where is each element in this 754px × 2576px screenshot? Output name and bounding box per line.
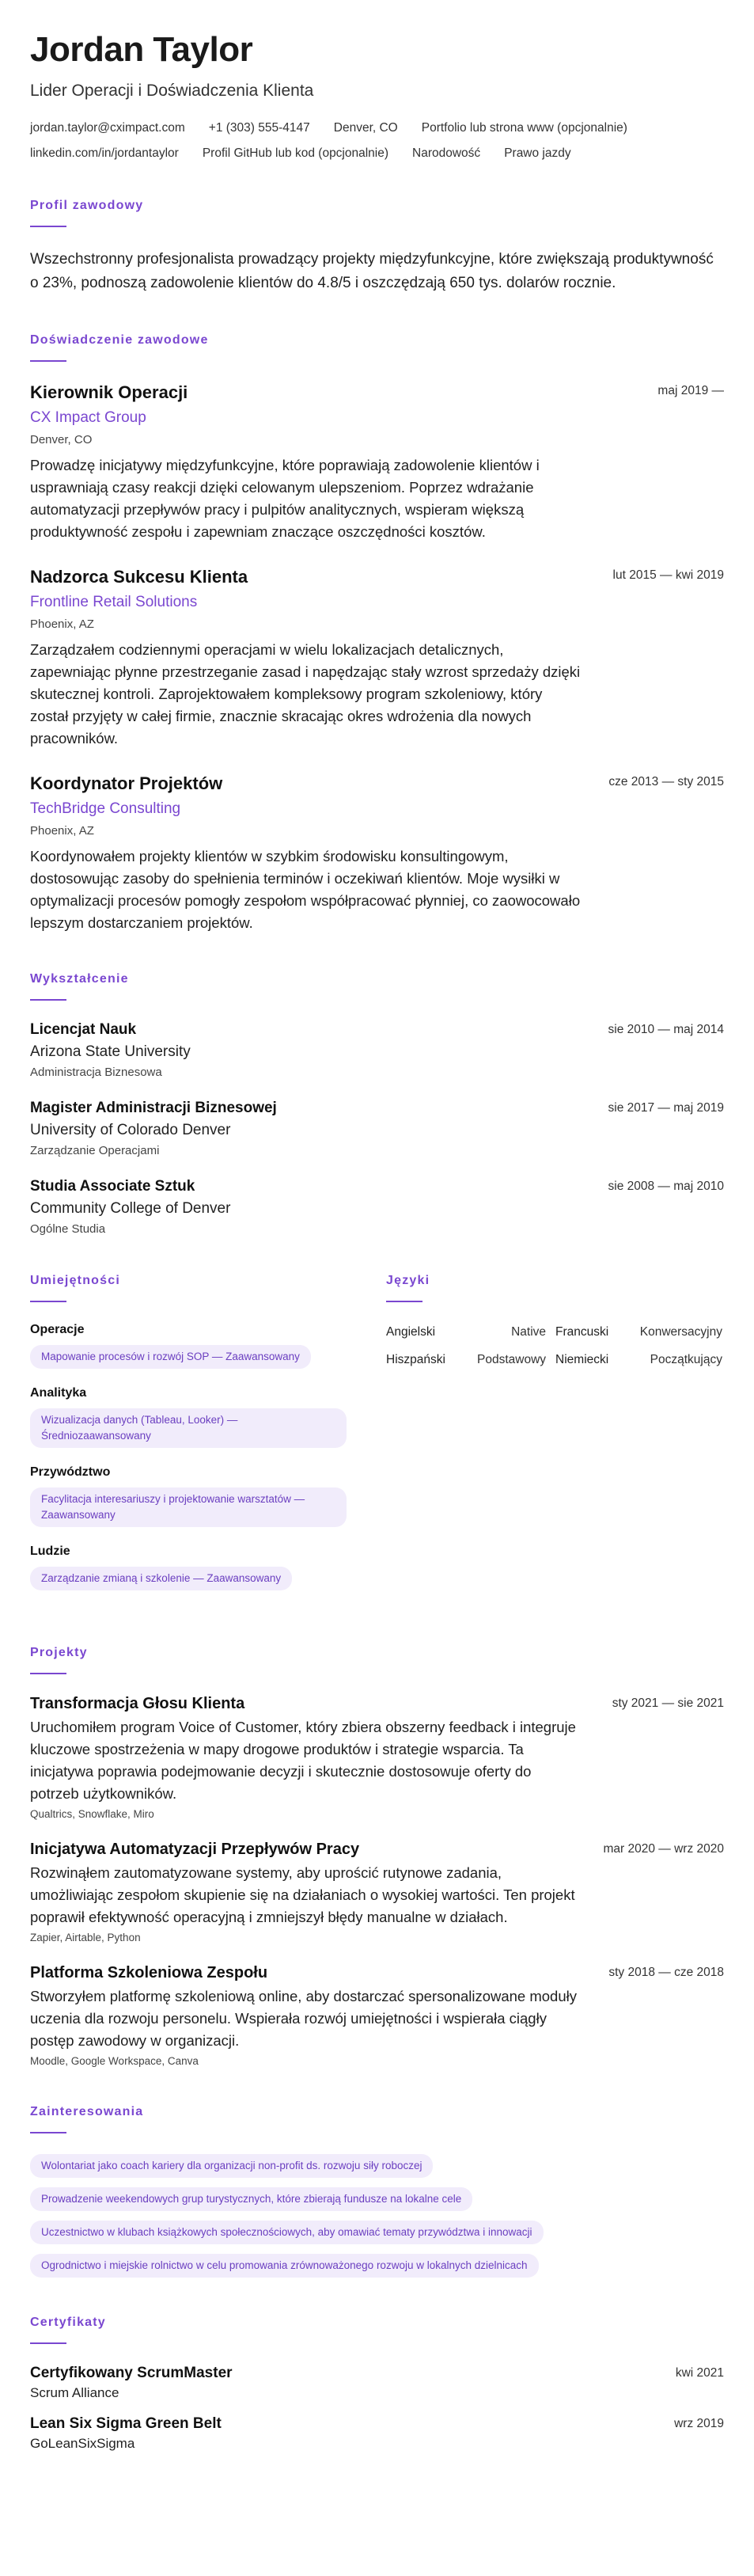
- job-company: TechBridge Consulting: [30, 800, 181, 817]
- project-technologies: Moodle, Google Workspace, Canva: [30, 2054, 199, 2067]
- contact-list: [30, 121, 726, 161]
- section-divider: [30, 360, 66, 362]
- language-level: Native: [511, 1324, 547, 1339]
- profile-summary: Wszechstronny profesjonalista prowadzący projekty międzyfunkcyjne, które zwiększają produktywność o 23%, podnoszą zadowolenie klientów do 4.8/5 i oszczędzają 650 tys. dolarów rocznie.: [30, 250, 714, 291]
- edu-school: Community College of Denver: [30, 1199, 231, 1217]
- edu-degree: Studia Associate Sztuk: [30, 1177, 195, 1195]
- section-heading: Projekty: [30, 1645, 88, 1659]
- job-description: Zarządzałem codziennymi operacjami w wielu lokalizacjach detalicznych, zapewniając płynne przestrzeganie zasad i napędzając stały wzrost sprzedaży dzięki skutecznej kontroli. Zaprojektowałem kompleksowy program szkoleniowy, który został przyjęty w całej firmie, znacznie skracając okres wdrożenia dla nowych pracowników.: [30, 640, 581, 747]
- section-heading: Profil zawodowy: [30, 198, 144, 212]
- profile-section: [30, 199, 724, 295]
- job-description: Koordynowałem projekty klientów w szybkim środowisku konsultingowym, dostosowując zasoby do spełnienia terminów i oczekiwań klientów. Moje wysiłki w optymalizacji procesów pomogły zespołom współpracować płynniej, co zaowocowało lepszym dostarczaniem projektów.: [30, 847, 581, 931]
- projects-section: [30, 1646, 724, 2067]
- project-technologies: Qualtrics, Snowflake, Miro: [30, 1807, 154, 1820]
- certifications-section: [30, 2316, 724, 2452]
- resume-header: [30, 30, 724, 161]
- skill-pill: Wizualizacja danych (Tableau, Looker) — Średniozaawansowany: [30, 1408, 347, 1448]
- interest-pill: Ogrodnictwo i miejskie rolnictwo w celu promowania zrównoważonego rozwoju w lokalnych dzielnicach: [30, 2254, 539, 2278]
- contact-github[interactable]: Profil GitHub lub kod (opcjonalnie): [202, 146, 389, 160]
- project-item: [30, 1841, 724, 1943]
- education-item: [30, 1021, 724, 1079]
- skills-column: [30, 1274, 354, 1608]
- interest-pill: Prowadzenie weekendowych grup turystycznych, które zbierają fundusze na lokalne cele: [30, 2187, 472, 2211]
- language-name: Francuski: [555, 1324, 609, 1339]
- section-heading: Wykształcenie: [30, 971, 129, 986]
- project-title: Platforma Szkoleniowa Zespołu: [30, 1963, 268, 1981]
- edu-school: University of Colorado Denver: [30, 1121, 231, 1138]
- experience-item: [30, 773, 724, 934]
- cert-date: kwi 2021: [675, 2365, 724, 2380]
- section-divider: [30, 2342, 66, 2344]
- project-dates: mar 2020 — wrz 2020: [603, 1841, 724, 1856]
- job-company: Frontline Retail Solutions: [30, 593, 198, 610]
- contact-phone[interactable]: +1 (303) 555-4147: [208, 120, 310, 135]
- edu-school: Arizona State University: [30, 1043, 191, 1060]
- section-divider: [30, 226, 66, 227]
- section-divider: [30, 1301, 66, 1302]
- interest-pill: Wolontariat jako coach kariery dla organizacji non-profit ds. rozwoju siły roboczej: [30, 2154, 433, 2178]
- education-item: [30, 1100, 724, 1157]
- project-description: Uruchomiłem program Voice of Customer, który zbiera obszerny feedback i integruje kluczowe spostrzeżenia w mapy drogowe produktów i strategie wsparcia. Ta inicjatywa poprawia podejmowanie decyzji i skutecznie dostosowuje oferty do potrzeb użytkowników.: [30, 1718, 576, 1802]
- section-divider: [386, 1301, 422, 1302]
- skill-pill: Mapowanie procesów i rozwój SOP — Zaawansowany: [30, 1345, 311, 1369]
- section-divider: [30, 2132, 66, 2133]
- education-item: [30, 1178, 724, 1236]
- experience-item: [30, 567, 724, 750]
- experience-item: [30, 382, 724, 543]
- job-dates: lut 2015 — kwi 2019: [612, 568, 724, 582]
- edu-dates: sie 2010 — maj 2014: [608, 1022, 724, 1036]
- education-section: [30, 972, 724, 1236]
- project-title: Transformacja Głosu Klienta: [30, 1694, 245, 1712]
- language-row: [386, 1351, 722, 1378]
- edu-field: Zarządzanie Operacjami: [30, 1143, 160, 1157]
- certification-item: [30, 2365, 724, 2401]
- edu-field: Ogólne Studia: [30, 1222, 106, 1236]
- job-location: Phoenix, AZ: [30, 617, 94, 631]
- skills-languages-section: [30, 1274, 724, 1608]
- edu-dates: sie 2008 — maj 2010: [608, 1179, 724, 1193]
- contact-linkedin[interactable]: linkedin.com/in/jordantaylor: [30, 146, 179, 160]
- job-dates: maj 2019 —: [657, 383, 724, 397]
- language-level: Podstawowy: [477, 1352, 547, 1366]
- job-title: Kierownik Operacji: [30, 382, 188, 402]
- experience-section: [30, 333, 724, 934]
- languages-column: [386, 1274, 722, 1608]
- project-technologies: Zapier, Airtable, Python: [30, 1931, 141, 1943]
- language-level: Początkujący: [650, 1352, 722, 1366]
- cert-name: Lean Six Sigma Green Belt: [30, 2415, 222, 2432]
- interest-pill: Uczestnictwo w klubach książkowych społecznościowych, aby omawiać tematy przywództwa i innowacji: [30, 2221, 544, 2244]
- edu-dates: sie 2017 — maj 2019: [608, 1100, 724, 1115]
- candidate-title: Lider Operacji i Doświadczenia Klienta: [30, 81, 314, 100]
- skill-category: Operacje: [30, 1322, 85, 1336]
- contact-email[interactable]: jordan.taylor@cximpact.com: [30, 120, 185, 135]
- job-company: CX Impact Group: [30, 408, 146, 426]
- project-item: [30, 1964, 724, 2067]
- job-location: Denver, CO: [30, 432, 93, 446]
- project-dates: sty 2018 — cze 2018: [608, 1965, 724, 1979]
- project-title: Inicjatywa Automatyzacji Przepływów Pracy: [30, 1840, 360, 1858]
- cert-issuer: GoLeanSixSigma: [30, 2435, 135, 2451]
- contact-portfolio[interactable]: Portfolio lub strona www (opcjonalnie): [421, 120, 627, 135]
- section-heading: Zainteresowania: [30, 2104, 144, 2118]
- job-title: Nadzorca Sukcesu Klienta: [30, 566, 248, 587]
- edu-field: Administracja Biznesowa: [30, 1065, 162, 1079]
- section-heading: Umiejętności: [30, 1273, 120, 1287]
- skill-pill: Facylitacja interesariuszy i projektowanie warsztatów — Zaawansowany: [30, 1487, 347, 1527]
- job-description: Prowadzę inicjatywy międzyfunkcyjne, które poprawiają zadowolenie klientów i usprawniają czasy reakcji dzięki celowanym ulepszeniom. Poprzez wdrażanie automatyzacji przepływów pracy i pulpitów analitycznych, wspieram większą produktywność zespołu i zapewniam znaczące oszczędności kosztów.: [30, 456, 540, 540]
- section-divider: [30, 1673, 66, 1674]
- section-divider: [30, 999, 66, 1001]
- certification-item: [30, 2415, 724, 2452]
- project-item: [30, 1695, 724, 1820]
- interests-section: [30, 2105, 724, 2278]
- languages-table: [386, 1323, 722, 1378]
- contact-driving-license: Prawo jazdy: [504, 146, 571, 160]
- section-heading: Certyfikaty: [30, 2315, 106, 2329]
- edu-degree: Licencjat Nauk: [30, 1020, 137, 1038]
- job-title: Koordynator Projektów: [30, 773, 223, 793]
- skill-group: [30, 1465, 354, 1527]
- section-heading: Języki: [386, 1273, 430, 1287]
- section-heading: Doświadczenie zawodowe: [30, 332, 209, 347]
- contact-nationality: Narodowość: [412, 146, 481, 160]
- contact-location: Denver, CO: [333, 120, 398, 135]
- project-description: Stworzyłem platformę szkoleniową online, aby dostarczać spersonalizowane moduły uczenia dla rozwoju personelu. Wspierała rozwój umiejętności i wspierała ciągły postęp zawodowy w organizacji.: [30, 1987, 577, 2049]
- cert-name: Certyfikowany ScrumMaster: [30, 2364, 233, 2381]
- skill-group: [30, 1544, 354, 1590]
- skill-category: Przywództwo: [30, 1465, 111, 1479]
- project-description: Rozwinąłem zautomatyzowane systemy, aby uprościć rutynowe zadania, umożliwiając zespołom skupienie się na działaniach o wysokiej wartości. Ten projekt poprawił efektywność operacyjną i zmniejszył błędy manualne w działach.: [30, 1864, 575, 1925]
- edu-degree: Magister Administracji Biznesowej: [30, 1099, 277, 1116]
- project-dates: sty 2021 — sie 2021: [612, 1696, 724, 1710]
- skill-category: Ludzie: [30, 1544, 70, 1558]
- language-name: Hiszpański: [386, 1352, 445, 1366]
- candidate-name: Jordan Taylor: [30, 30, 253, 69]
- language-name: Niemiecki: [555, 1352, 609, 1366]
- language-level: Konwersacyjny: [639, 1324, 722, 1339]
- cert-issuer: Scrum Alliance: [30, 2384, 119, 2400]
- skill-group: [30, 1386, 354, 1448]
- job-dates: cze 2013 — sty 2015: [608, 774, 724, 788]
- job-location: Phoenix, AZ: [30, 823, 94, 838]
- skill-category: Analityka: [30, 1385, 87, 1400]
- language-name: Angielski: [386, 1324, 436, 1339]
- skill-pill: Zarządzanie zmianą i szkolenie — Zaawansowany: [30, 1567, 292, 1590]
- cert-date: wrz 2019: [674, 2416, 724, 2430]
- language-row: [386, 1323, 722, 1351]
- skill-group: [30, 1323, 354, 1369]
